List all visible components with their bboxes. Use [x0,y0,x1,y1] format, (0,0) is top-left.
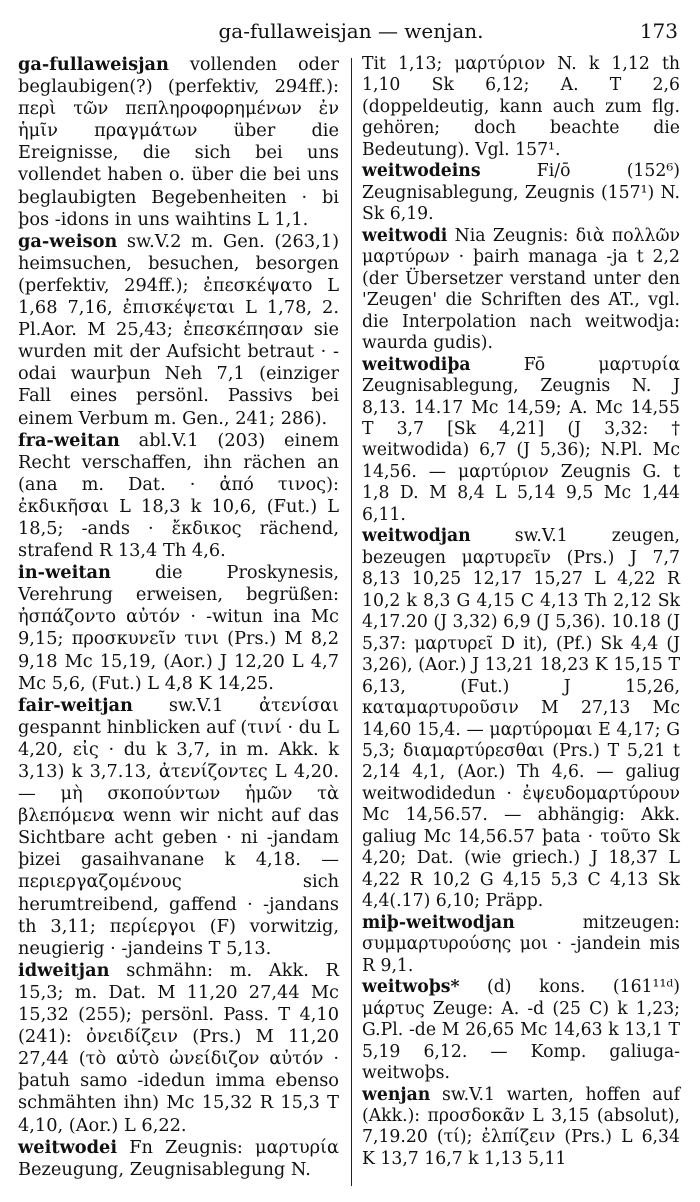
entry [18,54,339,231]
right-column [362,54,680,1170]
entry-body: (d) kons. (161¹¹ᵈ) μάρτυς Zeuge: A. -d (25 C) k 1,23; G.Pl. -de M 26,65 Mc 14,63 k 13,1 T 5,19 6,12. — Komp. galiuga-weitwoþs. [362,977,680,1084]
entry-lemma: wenjan [362,1084,431,1105]
entry [362,977,680,1084]
entry-lemma: weitwodi [362,225,448,246]
entry-lemma: weitwodeins [362,161,481,182]
entry [362,913,680,977]
entry [362,1085,680,1171]
entry-body: Fn Zeugnis: μαρτυρία Bezeugung, Zeugnisablegung N. [18,1137,339,1180]
entry [362,161,680,225]
entry [18,960,339,1137]
running-header [24,14,678,48]
entry-lemma: ga-weison [18,230,118,252]
entry-continuation [362,54,680,161]
entry-lemma: weitwodjan [362,526,471,547]
entry-lemma: weitwoþs* [362,977,460,998]
entry-lemma: miþ-weitwodjan [362,912,515,933]
entry-lemma: idweitjan [18,959,110,981]
entry-body: schmähn: m. Akk. R 15,3; m. Dat. M 11,20 27,44 Mc 15,32 (255); persönl. Pass. T 4,10 (241): ὀνειδίζειν (Prs.) M 11,20 27,44 (τὸ αὐτὸ ὠνείδιζον αὐτόν · þatuh samo -idedun imma ebenso schmähten ihn) Mc 15,32 R 15,3 T 4,10, (Aor.) L 6,22. [18,960,339,1136]
entry-lemma: weitwodiþa [362,354,471,375]
header-title: ga-fullaweisjan — wenjan. [218,19,484,43]
entry-lemma: fra-weitan [18,429,120,451]
entry-lemma: weitwodei [18,1136,118,1158]
entry [362,526,680,912]
entry [362,355,680,527]
entry-body: mitzeugen: συμμαρτυρούσης μοι · -jandein mis R 9,1. [362,912,680,976]
entry [18,1137,339,1181]
column-divider [351,58,352,1186]
entry [362,226,680,355]
entry-body: die Proskynesis, Verehrung erweisen, begrüßen: ἠσπάζοντο αὐτόν · -witun ina Mc 9,15; προσκυνεῖν τινι (Prs.) M 8,2 9,18 Mc 15,19, (Aor.) J 12,20 L 4,7 Mc 5,6, (Fut.) L 4,8 K 14,25. [18,563,339,694]
entry-body: Tit 1,13; μαρτύριον N. k 1,12 th 1,10 Sk 6,12; A. T 2,6 (doppeldeutig, kann auch zum flg. gehören; doch beachte die Bedeutung). Vgl. 157¹. [362,54,680,160]
page-number: 173 [639,19,678,43]
entry-body: Nia Zeugnis: διὰ πολλῶν μαρτύρων · þairh managa -ja t 2,2 (der Übersetzer verstand unter den 'Zeugen' die Schriften des AT., vgl. die Interpolation nach weitwodja: waurda gudis). [362,225,681,354]
entry-body: Fi/ō (152⁶) Zeugnisablegung, Zeugnis (157¹) N. Sk 6,19. [362,161,680,225]
entry-body: sw.V.1 ἀτενίσαι gespannt hinblicken auf (τινί · du L 4,20, εἰς · du k 3,7, in m. Akk. k 3,13) k 3,7.13, ἀτενίζοντες L 4,20. — μὴ σκοπούντων ἡμῶν τὰ βλεπόμενα wenn wir nicht auf das Sichtbare acht geben · ni -jandam þizei gasaihvanane k 4,18. — περιεργαζομένους sich herumtreibend, gaffend · -jandans th 3,11; περίεργοι (F) vorwitzig, neugierig · -jandeins T 5,13. [18,695,339,959]
entry [18,562,339,695]
entry [18,231,339,430]
entry-body: sw.V.2 m. Gen. (263,1) heimsuchen, besuchen, besorgen (perfektiv, 294ff.); ἐπεσκέψατο L 1,68 7,16, ἐπισκέψεται L 1,78, 2. Pl.Aor. M 25,43; ἐπεσκέπησαν sie wurden mit der Aufsicht betraut · -odai waurþun Neh 7,1 (einziger Fall eines persönl. Passivs bei einem Verbum m. Gen., 241; 286). [18,231,339,429]
entry [18,695,339,960]
left-column [18,54,339,1181]
entry-body: abl.V.1 (203) einem Recht verschaffen, ihn rächen an (ana m. Dat. · ἀπό τινος): ἐκδικῆσαι L 18,3 k 10,6, (Fut.) L 18,5; -ands · ἔκδικος rächend, strafend R 13,4 Th 4,6. [18,430,339,562]
entry-body: sw.V.1 zeugen, bezeugen μαρτυρεῖν (Prs.) J 7,7 8,13 10,25 12,17 15,27 L 4,22 R 10,2 k 8,3 G 4,15 C 4,13 Th 2,12 Sk 4,17.20 (J 3,32) 6,9 (J 5,36). 10.18 (J 5,37: μαρτυρεῖ D it), (Pf.) Sk 4,4 (J 3,26), (Aor.) J 13,21 18,23 K 15,15 T 6,13, (Fut.) J 15,26, καταμαρτυροῦσιν M 27,13 Mc 14,60 15,4. — μαρτύρομαι E 4,17; G 5,3; διαμαρτύρεσθαι (Prs.) T 5,21 t 2,14 4,1, (Aor.) Th 4,6. — galiug weitwodidedun · ἐψευδομαρτύρουν Mc 14,56.57. — abhängig: Akk. galiug Mc 14,56.57 þata · τοῦτο Sk 4,20; Dat. (wie griech.) J 18,37 L 4,22 R 10,2 G 4,15 5,3 C 4,13 Sk 4,4(.17) 6,10; Präpp. [362,526,680,912]
entry-body: Fō μαρτυρία Zeugnisablegung, Zeugnis N. J 8,13. 14.17 Mc 14,59; A. Mc 14,55 T 3,7 [Sk 4,21] (J 3,32: † weitwodida) 6,7 (J 5,36); N.Pl. Mc 14,56. — μαρτύριον Zeugnis G. t 1,8 D. M 8,4 L 5,14 9,5 Mc 1,44 6,11. [362,354,680,525]
entry [18,430,339,563]
entry-lemma: ga-fullaweisjan [18,54,169,75]
entry-lemma: fair-weitjan [18,694,133,716]
entry-lemma: in-weitan [18,562,111,584]
entry-body: sw.V.1 warten, hoffen auf (Akk.): προσδοκᾶν L 3,15 (absolut), 7,19.20 (τί); ἐλπίζειν (Prs.) L 6,34 K 13,7 16,7 k 1,13 5,11 [362,1084,681,1169]
entry-body: vollenden oder beglaubigen(?) (perfektiv, 294ff.): περὶ τῶν πεπληροφορημένων ἐν ἡμῖν πραγμάτων über die Ereignisse, die sich bei uns vollendet haben o. über die bei uns beglaubigten Begebenheiten · bi þos -idons in uns waihtins L 1,1. [18,55,339,230]
